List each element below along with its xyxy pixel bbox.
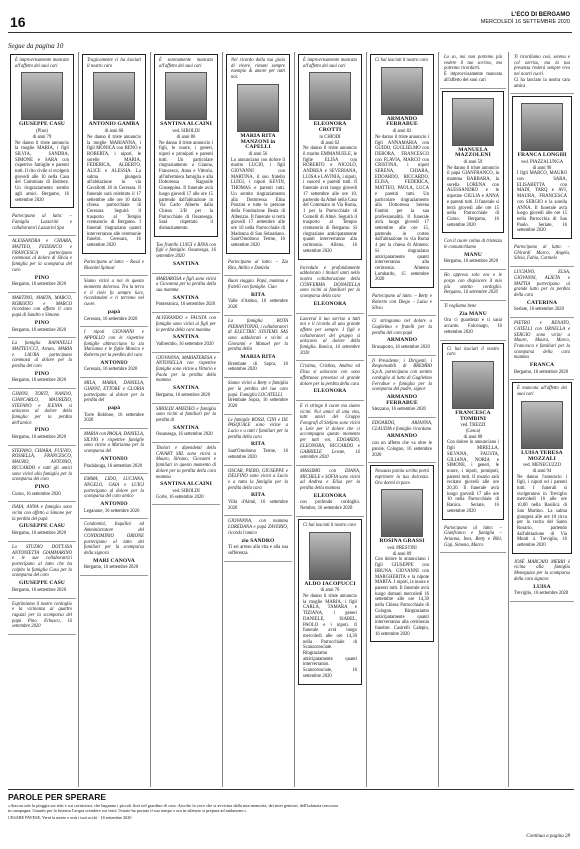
deceased-age: di anni 86 [176, 134, 196, 140]
notice-body: Ceresara, 16 settembre 2020 [84, 367, 138, 373]
deceased-name: PINO [34, 483, 50, 490]
column-3 [152, 52, 220, 787]
obituary-notice [510, 242, 574, 267]
notice-text: Ci hai lasciati il nostro caro [375, 58, 428, 63]
notice-body: Bergamo, 16 settembre 2020 [514, 369, 569, 375]
notice-text: Con il cuore colmo di tristezza le comunichiamo [444, 239, 502, 251]
deceased-name: ANTONIO GAMBA [88, 121, 140, 128]
obituary-notice [296, 361, 364, 401]
notice-text: MILA, MARIA, DANIELA, GIANNI, ETTORE e GLORIA partecipano al dolore per la perdita del [84, 381, 144, 404]
notice-text: Siamo vicini a noi in questo momento doloroso. Tra la terra e il cielo fa sempre luce, ricordandoti e ti terremo nel cuore. [84, 279, 144, 308]
deceased-age: di anni 90 [532, 165, 552, 171]
notice-text: OSCAR, PIERO, GIUSEPPE e DELFINO sono vicini a Lucio e a tutta la famiglia per la perdita della cara [228, 468, 288, 491]
portrait-photo [165, 72, 207, 120]
deceased-name: Zia MANU [459, 310, 487, 317]
notice-body: Leganone, 16 settembre 2020 [84, 508, 140, 514]
paper-name: L'ECO DI BERGAMO [511, 12, 570, 18]
column-6 [368, 52, 436, 787]
obituary-notice [370, 465, 434, 642]
obituary-notice [8, 446, 76, 503]
notice-text: Partecipano al lutto: – Gianfranco e famiglia – Arianna, Ines, Betty e Bibi, Gigi, Simona, Marco [444, 525, 502, 548]
notice-body: Ora ci guarderai e ti sarai accanto. Falconago, 16 settembre 2020 [444, 318, 502, 335]
obituary-notice [152, 443, 220, 505]
header-rule [8, 32, 572, 33]
portrait-photo [93, 72, 135, 120]
notice-body: Ne danno l'annuncio i figli, i nipoti ed i parenti tutti. I funerali si svolgeranno in Treviglio mercoledì 16 alle ore 10,00 nella Basilica di San Martino. La salma giungerà alle ore 10 circa per la recita del Santo Rosario, partendo dall'abitazione di Via Monti 4. Treviglio, 16 settembre 2020 [517, 474, 567, 549]
notice-body: Bergamo, 16 settembre 2020 [84, 565, 139, 571]
obituary-notice [8, 293, 76, 338]
notice-text: Lascerai il tuo sorriso a tutti noi e il ricordo di una grande affetto per sempre. I figli e collaboratori del gruppo si uniscono al dolore della famiglia. Ranica, 16 settembre 2020 [300, 316, 360, 356]
deceased-name: ARMANDO [386, 433, 418, 440]
deceased-subname: ved. PIAZZALUNGA [520, 159, 564, 165]
deceased-subname: ved. SIBOLDI [172, 129, 200, 135]
column-divider [508, 52, 509, 787]
obituary-notice [154, 54, 218, 237]
page-number: 16 [10, 14, 26, 30]
notice-text: MARIA con PAOLA, DANIELA, SILVIO e rispettive famiglie sono vicine a Marianna per la scomparsa del [84, 432, 144, 455]
obituary-notice [510, 557, 574, 602]
obituary-notice [8, 236, 76, 293]
obituary-notice [152, 313, 220, 353]
deceased-age: di anni 79 [32, 134, 52, 140]
notice-body: Con dolore lo annunciano i figli GIUSEPPE con BRUNA, GIOVANNI con MARGHERITA e la nipote MARTA. I nipoti, la nuora e parenti tutti. Il funerale avrà luogo domani mercoledì 16 settembre alle ore 14,30 nella Chiesa Parrocchiale di Cologno. Ringraziamo anticipatamente quanti interverranno alla cerimonia funebre. Casirelli Calepio, 16 settembre 2020 [375, 557, 429, 637]
notice-body: Brembate Sopra, 16 settembre 2020 [228, 398, 288, 409]
notice-body: Ci ha lasciato la nostra cara amica [514, 77, 570, 89]
notice-text: Lo STUDIO DOTT.SSA ANTONIETTA GIAMMARINO e le sue collaboratrici partecipano al lutto che ha colpito la famiglia Casu per la scomparsa del caro [12, 544, 72, 579]
notice-text: Lo so, noi non potremo più vedere il tuo sorriso, ma potremo ricordarti. [444, 55, 502, 72]
notice-body: Bergamo, 16 settembre 2020 [156, 392, 211, 398]
notice-body: Valle d'Astino, 16 settembre 2020 [228, 299, 288, 311]
obituary-notice [80, 378, 148, 429]
notice-text: Ti vogliamo bene [444, 303, 477, 309]
obituary-notice [440, 301, 506, 341]
deceased-name: MANU [464, 251, 482, 258]
deceased-name: ELEONORA [313, 492, 347, 499]
deceased-name: RITA [251, 441, 265, 448]
notice-body: Ne danno il triste annuncio la moglie MARIANNA, i figli MONICA con RENO e ROBERTA, i nipoti, le sorelle MARIA, FEDERICA, ALBERTO, ALICE e ALESSIA. La salma giungerà all'abitazione in via Cavallotti 18 in Ceresara. Il funerale sarà celebrato il 17 settembre alle ore 10 dalla chiesa parrocchiale di Ceresara. Seguirà il trasporto al Tempio crematorio di Bergamo. I funerali ringraziano quanti interverranno alle ceremonie funebri. Ceresara, 16 settembre 2020 [87, 134, 141, 249]
portrait-photo [309, 72, 351, 120]
obituary-notice [226, 54, 290, 254]
deceased-name: ANTONIO [100, 359, 128, 366]
notice-body: Gorle, 16 settembre 2020 [156, 494, 204, 500]
notice-text: ALVERANDO e FAUSTA con famiglie sono vicini ai figli per la perdita della cara mamma [156, 316, 216, 333]
notice-text: Nessuna parola scritta potrà esprimere la tua dolcezza. Ora dormi in pace. [375, 469, 429, 486]
notice-body: Ne danno il triste annuncio la moglie MARIA, i figli SILVIA, SANDRA, SIMONE e SARA con rispettive famiglie e parenti tutti. Il rito civile si svolgerà giovedì alle 10 nella Casa del Commiato di Boltiere. Un ringraziamento sentito agli amici. Bergamo, 16 settembre 2020 [15, 140, 69, 203]
obituary-notice [510, 318, 574, 380]
notice-body: Lo annunciano con dolore il marito LUCIO, i figli GIOVANNI con MARTINA, il suo fratello LUIGI, i nipoti KEVIN, THOMAS e parenti tutti. Un sentito ringraziamento alla Dottoressa Elisa Ponzini e tutte le persone della Fondazione Beata di Albenzio. Il funerale si terrà giovedì 17 settembre alle ore 10 nella Parrocchiale di Madonna di San Sebastiano. Sant'Omobono Terme, 16 settembre 2020 [231, 157, 285, 249]
notice-text: La famiglia RAFANELLI MATTEUCCI, Arturo, MARIA e LAURA partecipano commossi al dolore per la perdita del caro [12, 341, 72, 370]
notice-body: Ne danno il triste annuncio il papà GIANFRANCO, la mamma BARBARA, la sorella LORENA con ALESSANDRO e le nipotine GIULIA e ANNA e parenti tutti. Il funerale si terrà giovedì alle ore 15 nella Parrocchiale di Curno. Bergamo, 16 settembre 2020 [447, 165, 499, 228]
notice-text: Ci hai lasciati il nostro caro [447, 346, 499, 358]
deceased-name: FRANCA [529, 362, 555, 369]
deceased-name: ELEONORA [313, 300, 347, 307]
notice-body: Ossanesga, 16 settembre 2020 [156, 432, 213, 438]
obituary-notice [512, 382, 572, 553]
notice-text: GIOVANNA, con mamma LOREDANA e papà ZAVERIO, ricorda l'amico [228, 519, 288, 536]
deceased-age: di anni 82 [392, 129, 412, 135]
portrait-photo [381, 489, 423, 537]
obituary-notice [152, 404, 220, 444]
notice-body: Treviglio, 16 settembre 2020 [514, 591, 569, 597]
notice-text: È improvvisamente mancata all'affetto dei suoi cari [303, 58, 357, 69]
portrait-photo [309, 532, 351, 580]
notice-body: Bergamo, 16 settembre 2020 [12, 378, 67, 384]
obituary-notice [440, 270, 506, 301]
notice-body: Ne danno il triste annuncio i figli, le nuore, i generi, nipoti e pronipoti e parenti tutti. Un particolare ringraziamento a Gianna, Francesco, Anna e Vittoria, all'infermiera famiglia e alla Dottoressa Ragnolle Giuseppina. Il funerale avrà luogo giovedì 17 alle ore 15 partendo dall'abitazione in Via Carlo Alberto dalla Chiesa 2/B per la Parrocchiale di Ossanesga. Sarà rispettato il distanziamento. [159, 140, 213, 232]
obituary-notice [510, 267, 574, 318]
obituary-notice [368, 291, 436, 316]
obituary-notice [8, 211, 76, 236]
masthead [481, 12, 570, 26]
deceased-name: GIUSEPPE CASU [19, 523, 65, 530]
column-divider [366, 52, 367, 787]
notice-body: con un affetto che va oltre le parole. Cologno, 16 settembre 2020 [372, 441, 432, 458]
notice-text: Ti ricordiamo così, serena e col sorriso, ma la tua presenza resterà sempre viva nei nostri cuori. [514, 55, 570, 78]
deceased-age: di anni 70 [320, 588, 340, 594]
portrait-photo [521, 103, 563, 151]
obituary-notice [296, 314, 364, 362]
notice-text: È improvvisamente mancato all'affetto dei suoi cari [15, 58, 69, 69]
deceased-name: ROSINA GRASSI [379, 538, 425, 545]
notice-text: GIOVANNA, MARIATERESA e ANTONELLA con rispettive famiglie sono vicine a Vittorio e Paola per la perdita della mamma [156, 355, 216, 384]
deceased-name: PINO [34, 274, 50, 281]
deceased-subname: in CHIODI [319, 134, 341, 140]
notice-text: E vi stringe il cuore ma siamo vicini. Noi amici di una vita, tutti amici del Gruppo Fotografi di Stefano sono vicini a Lele per il dolore che ci accompagna questo momento per tutti voi, EDOARDO, ELEONORA, RICCARDO e GABRIELE Levate, 16 settembre 2020 [300, 403, 360, 461]
notice-text: MASSIMO con DIANA, MICHELE e SOFIA sono vicini ad Andrea e Elisa per la perdita della mamma [300, 468, 360, 492]
obituary-notice [224, 257, 292, 276]
obituary-notice [440, 236, 506, 270]
notice-text: Tuo fratello LUIGI e RINA con figli e famiglie. Ossanesga, 16 settembre 2020 [156, 242, 216, 260]
notice-body: Brembate di Sopra, 16 settembre 2020 [228, 361, 288, 373]
notice-text: MARIAROSA e figli sono vicini a Giovanna per la perdita della sua mamma [156, 276, 216, 293]
notice-text: STEFANO, CHIARA, FULVIO, ROSSELLA, FRANCESCO, MAURO, ANTONIO, RICCARDO e tutti gli amici sono vicini alla famiglia per la scomparsa del caro [12, 448, 72, 483]
notice-body: Bergamo, 16 settembre 2020 [12, 327, 67, 333]
notice-body: I figli MARCO, MAURO con SARA, ELISABETTA con MADI, TARQ e AVI, MAURA, FRANCESCA con SERGIO e la sorella ANNA. Il funerale avrà luogo giovedì alle ore 15 nella Parrocchia di San Paolo. Seriate, 16 settembre 2020 [517, 171, 567, 234]
notice-text: ISAIA, ANNA e famiglia sono vicini con affetto a Simone per la perdita del papà [12, 505, 72, 522]
deceased-name: ELEONORA [313, 388, 347, 395]
notice-text: EDOARDO, ARIANNA, CLAUDIA e famiglie ricordano [372, 421, 432, 432]
obituary-notice [224, 415, 292, 466]
notice-body: Ti sei arreso alla vita e alla sua sofferenza. [228, 545, 288, 556]
obituary-notice [152, 240, 220, 274]
obituary-notice [440, 52, 506, 89]
obituary-notice [80, 327, 148, 378]
deceased-name: ALDO IACOPUCCI [304, 580, 356, 587]
notice-text: Partecipano al lutto: – Famiglia Lazzarini e collaboratori Lazzarini Spa [12, 214, 72, 231]
deceased-name: GIUSEPPE CASU [19, 580, 65, 587]
notice-body: Ne danno il triste annuncio il marito EMMANUELE, le figlie ELISA con ROBERTO e NICOLÒ, ANDREA e SEVERIANA, LUISA e LAVINIA, i nipoti, i suoceri e parenti tutti. Il funerale avrà luogo giovedì 17 settembre alle ore 10, partendo da Almè nella Casa del Commiato in Via Roma, 1 per la Parrocchiale di Cornelli di Almè. Seguirà il trasporto al Tempio crematorio di Bergamo. Si ringraziano anticipatamente quanti interverranno alla cerimonia. Albino, 16 settembre 2020 [303, 146, 357, 254]
notice-text: SIBOLDI AMEDEO e famiglia sono vicini ai familiari per la perdita di [156, 406, 216, 423]
notice-body: Bergamo, 16 settembre 2020 [12, 435, 67, 441]
notice-text: Titolari e dipendenti della CAVART SRL sono vicini a Mauro, Silvano, Giovanni e familiari in questo momento di dolore per la perdita della cara mamma [156, 446, 216, 480]
obituary-notice [224, 316, 292, 378]
footer-quote [8, 789, 574, 846]
deceased-name: papà [107, 404, 121, 411]
notice-text: I nipoti GIOVANNI e APPOLLO con le rispettive famiglie abbracciano la zia Marianna e le figlie Monica e Roberta per la perdita del caro [84, 330, 144, 359]
notice-body: Brusaporto, 16 settembre 2020 [372, 345, 430, 351]
obituary-notice [82, 54, 146, 254]
column-7 [440, 52, 506, 787]
obituary-notice [8, 542, 76, 599]
deceased-name: MARIA RITA [240, 354, 276, 361]
column-5 [296, 52, 364, 787]
obituary-notice [80, 257, 148, 276]
column-4 [224, 52, 292, 787]
deceased-name: ANTONIO [100, 501, 128, 508]
notice-body: Ne danno il triste annuncio la moglie MARIA, i figli CARLA, TAMARA e TIZIANA, i generi DANIELE, ISABEL, PAOLO e i nipoti. Il funerale avrà luogo mercoledì alle ore 14,30 nella Parrocchiale di Scanzorosciate. Ringraziamo anticipatamente quanti interverranno. Scanzorosciate, 16 settembre 2020 [303, 594, 357, 679]
portrait-photo [237, 84, 279, 132]
deceased-name: SANTINA [173, 385, 199, 392]
deceased-name: LUISA TERESA MOZZALI [521, 449, 563, 462]
obituary-notice [80, 474, 148, 519]
deceased-name: ARMANDO [386, 337, 418, 344]
obituary-notice [80, 519, 148, 576]
notice-text: Buon viaggio. Papà, mamma e fratelli con famiglie. Ciao [228, 279, 288, 290]
deceased-name: FRANCESCA TOMBINI [455, 409, 491, 422]
column-divider [150, 52, 151, 787]
obituary-notice [8, 502, 76, 542]
column-divider [222, 52, 223, 787]
notice-text: EMMA, LIDO, LUCIANA, ANGELO, GAIA e LUIGI partecipano al dolore per la scomparsa del caro amico [84, 477, 144, 500]
deceased-name: MARIA RITA MANZONI in CAPELLI [240, 132, 276, 151]
deceased-nickname: (Cesca) [465, 429, 481, 435]
obituary-notice [368, 316, 436, 356]
column-divider [438, 52, 439, 787]
notice-body: Stezzano, 16 settembre 2020 [372, 407, 426, 413]
deceased-subname: ved. SIBOLDI [172, 488, 200, 494]
obituary-columns [8, 52, 574, 787]
obituary-notice [442, 91, 504, 234]
notice-body: Ceresara, 16 settembre 2020 [84, 316, 138, 322]
notice-text: Siamo vicini a Betty e famiglia per la perdita del tuo caro papà. Famiglia LOCATELLI [228, 381, 288, 398]
notice-text: JOSÈ MARCAIO MERRI è vicina alla famiglia Meneguzzo per la scomparsa della cara signora [514, 559, 570, 582]
notice-text: Il Presidente, i Dirigenti, i Responsabili di BREMBO S.p.A. partecipano con sentito cordoglio al lutto di Guglielmo Ferrabue e famiglia per la scomparsa del padre, signor [372, 358, 432, 393]
obituary-notice [224, 378, 292, 415]
portrait-photo [521, 401, 563, 449]
obituary-notice [10, 54, 74, 208]
notice-text: Partecipano al lutto: – Rossi e Bisonini Spinosi [84, 259, 144, 271]
notice-text: GIANNI, TORTI, NANDO, GIANCARLO, MAURIZIO, STEFANO e ILENIA si uniscono al dolore della famiglia per la perdita dell'amico [12, 392, 72, 426]
deceased-name: PINO [34, 427, 50, 434]
deceased-subname: ved. TREZZI [460, 423, 486, 429]
column-2 [80, 52, 148, 787]
deceased-name: SANTINA ALCAINI [160, 121, 212, 128]
portrait-photo [452, 361, 494, 409]
notice-body: Bergamo, 16 settembre 2020 [12, 282, 67, 288]
deceased-name: PINO [34, 319, 50, 326]
obituary-notice [152, 353, 220, 404]
deceased-name: FRANCA LONGHI [517, 152, 567, 159]
deceased-name: ARMANDO FERRABUE [386, 393, 418, 406]
deceased-name: papà [107, 308, 121, 315]
deceased-age: di anni 88 [463, 434, 483, 440]
obituary-notice [298, 54, 362, 260]
obituary-notice [296, 263, 364, 314]
deceased-name: RITA [251, 291, 265, 298]
notice-body: Bergamo, 16 settembre 2020 [12, 587, 67, 593]
obituary-notice [298, 519, 362, 685]
portrait-photo [452, 98, 494, 146]
deceased-name: MANUELA MAZZOLENI [455, 146, 491, 159]
notice-body: Pradalunga, 16 settembre 2020 [84, 463, 143, 469]
notice-body: Curno, 16 settembre 2020 [12, 491, 61, 497]
deceased-age: di anni 62 [320, 140, 340, 146]
deceased-name: SANTINA [173, 334, 199, 341]
deceased-age: di anni 68 [104, 129, 124, 135]
notice-text: È serenamente mancata all'affetto dei suoi cari [159, 58, 213, 69]
notice-text: Partecipano al lutto: – Ghirardi Marco, Angela, Silvia, Fabio, Carmelo [514, 245, 570, 262]
obituary-notice [368, 418, 436, 463]
notice-text: È mancata all'affetto dei suoi cari [517, 386, 567, 398]
deceased-age: di anni 59 [463, 159, 483, 165]
notice-text: Cristina, Cristina, Andrea ed Elisa si uniscono con sono affettuosa presenza al grande dolore per la perdita della cara [300, 364, 360, 387]
notice-body: Valbrembo, 16 settembre 2020 [156, 341, 214, 347]
column-divider [294, 52, 295, 787]
portrait-photo [381, 67, 423, 115]
column-8 [510, 52, 574, 787]
notice-text: Partecipano al lutto: – Zia Rita, Attilio e Daniela [228, 259, 288, 271]
obituary-notice [152, 274, 220, 314]
section-label: Segue da pagina 10 [8, 42, 64, 50]
obituary-notice [224, 276, 292, 316]
obituary-notice [440, 523, 506, 554]
notice-text: ALESSANDRA e CHIARA, MATTEO, FEDERICO e FRANCESCA partecipano commossi al dolore di Silvia e famiglia per la scomparsa del caro [12, 239, 72, 273]
obituary-notice [8, 389, 76, 446]
notice-body: Sant'Omobono Terme, 16 settembre 2020 [228, 449, 288, 460]
deceased-name: SANTINA ALCAINI [160, 481, 212, 488]
deceased-name: SANTINA [173, 294, 199, 301]
notice-text: LUCIANO, ELSA, GIOVANNI, ALIETA e MATTIA partecipano al grande lutto per la perdita della cara [514, 270, 570, 298]
obituary-notice [296, 466, 364, 517]
deceased-age: di anni 89 [392, 551, 412, 557]
deceased-name: zio SANDRO [241, 537, 275, 544]
column-divider [78, 52, 79, 787]
obituary-notice [80, 276, 148, 327]
page-header [0, 0, 580, 56]
obituary-notice [8, 599, 76, 636]
deceased-name: SANTINA [173, 424, 199, 431]
deceased-name: GIUSEPPE CASU [19, 121, 65, 128]
deceased-name: ELEONORA CROTTI [313, 121, 347, 134]
deceased-name: RITA [251, 492, 265, 499]
deceased-subname: ved. MENEGUZZO [522, 463, 562, 469]
notice-text: Le famiglie BOSSI, CINI e DE PASQUALE sono vicine a Lucio e a tutti i familiari per la perdita della cara [228, 417, 288, 440]
notice-body: Ne danno il triste annuncio i figli ANNAMARIA con GUIDO, GUGLIELMO con DEBORA, FRANCESCO con FLAVIA, MARCO con CRISTINA, i nipoti SERENA, CHIARA, EDOARDO, RICCARDO, ELISA, FEDERICA, MATTEO, PAOLA, LUCA e parenti tutti. Un particolare ringraziamento alla Dottoressa Serena Fantini per la sua professionalità. Il funerale avrà luogo giovedì 17 settembre alle ore 15, partendo in corteo dall'abitazione in via Roma 4 per la chiesa di Almeno. Si ringraziano anticipatamente quanti interverranno alla cerimonia. Almeno Lombardo, 15 settembre 2020 [375, 134, 429, 283]
paper-date: MERCOLEDÌ 16 SETTEMBRE 2020 [480, 19, 570, 25]
portrait-photo [21, 72, 63, 120]
notice-text: Ci stringiamo nel dolore a Guglielmo e fratelli per la perdita del caro papà [372, 319, 432, 336]
obituary-notice [224, 466, 292, 517]
deceased-name: LUISA [533, 583, 551, 590]
notice-text: PIETRO e RENATO, CATELLI con ORNELLA e SERGIO sono vicini a Mauro, Maura, Marco, Francesca e familiari per la scomparsa della cara mamma [514, 321, 570, 361]
footer-title: PAROLE PER SPERARE [8, 792, 107, 802]
notice-body: Ponteranica, 16 settembre 2020 [156, 302, 216, 308]
deceased-name: ANTONIO [100, 455, 128, 462]
obituary-notice [296, 401, 364, 466]
deceased-name: ARMANDO FERRABUE [386, 115, 418, 128]
notice-text: Incredulo e profondamente addolorato i titolari uniti nello nostra collaborazione della CONFERMA DONATELLA sono vicini ai familiari per la scomparsa della cara [300, 265, 360, 300]
notice-text: Condomini, Inquilini ed Amministratore del CONDOMINIO ORIONE partecipano al lutto dei familiari per la scomparsa della signora [84, 522, 144, 556]
footer-credit: CESARE PAVESE, Verrà la morte e avrà i tuoi occhi · 16 settembre 2020 [8, 814, 132, 820]
notice-text: Esprimiamo il nostro cordoglio e la vicinanza ai quattro ragazzi per la scomparsa del papà Pino. Erbusco, 16 settembre 2020 [12, 601, 72, 630]
notice-body: Seriate, 16 settembre 2020 [514, 307, 564, 313]
notice-text: Ho appreso solo ora e le porgo con dispiacere il mio più sentito cordoglio. Bergamo, 16 settembre 2020 [444, 273, 502, 296]
obituary-notice [80, 429, 148, 474]
obituary-notice [442, 343, 504, 520]
obituary-notice [8, 338, 76, 389]
notice-text: Nel ricordo della tua gioia di vivere, rimani sempre esempio di amore per tutti noi. [231, 58, 285, 81]
notice-text: MARTINO, MARTA, MARCO, ROBERTO e MARCO ricordano con affetto il caro papà di Sandro e Simone. [12, 295, 72, 319]
notice-body: È improvvisamente mancata all'affetto dei suoi cari [444, 72, 502, 83]
obituary-notice [368, 356, 436, 418]
deceased-age: di anni 94 [532, 468, 552, 474]
notice-body: con profondo cordoglio. Nembro, 16 settembre 2020 [300, 500, 360, 512]
notice-text: Ci hai lasciati il nostro caro [303, 522, 356, 528]
obituary-notice [370, 54, 434, 288]
deceased-age: di anni 56 [248, 151, 268, 157]
notice-body: Bergamo, 16 settembre 2020 [12, 531, 67, 537]
notice-text: La famiglia BOTA PIERANTONIO, i collaboratori di ELECTRIC SYSTEMS SAS sono addolorati e vicini a Giovanni e Manuel per la perdita della [228, 318, 288, 353]
continue-label: Continua a pagina 28 [526, 834, 570, 839]
footer-text: «Ancora odo la pioggia sui tetti e sui cornicioni, che bagnano i piccoli fiori nel giardino di casa. Ascolto la voce che si avvicina dalla mia memoria, dei miei genitori, dell'infanzia trascorsa in campagna. Guardo per la finestra l'acqua scendere sui vetri: l'estate ha portato il suo tempo e ora in silenzio si prepara ad andarsene.» [8, 803, 338, 814]
notice-body: Con dolore lo annunciano i figli MIRELLA, SILVANA, FAUSTA, GILIANA, NORIA e SIMONE, i generi, le nuore, i nipoti, pronipoti, parenti tutti. Il rosario sarà recitato giovedì alle ore 20,30. Il funerale avrà luogo giovedì 17 alle ore 10 nella Parrocchiale di Ranica. Seriate, 16 settembre 2020 [447, 440, 499, 514]
deceased-name: MARI CANOVA [93, 557, 135, 564]
obituary-notice [510, 52, 574, 94]
notice-body: Torre Boldone, 16 settembre 2020 [84, 412, 144, 424]
notice-body: Villa d'Almè, 16 settembre 2020 [228, 500, 288, 511]
deceased-subname: (Pino) [36, 129, 48, 135]
obituary-notice [512, 96, 572, 239]
deceased-subname: ved. PRESTINI [387, 546, 417, 552]
notice-body: Bergamo, 16 settembre 2020 [444, 259, 499, 265]
notice-text: Tragicamente ci ha lasciati il nostro caro [87, 58, 141, 69]
obituary-notice [224, 516, 292, 561]
notice-text: Partecipano al lutto: – Betty e Roberto con Diego – Luisa e Silvia [372, 294, 432, 311]
column-1 [8, 52, 76, 787]
deceased-name: SANTINA [173, 260, 199, 267]
deceased-name: PINO [34, 370, 50, 377]
deceased-name: CATERINA [526, 299, 558, 306]
